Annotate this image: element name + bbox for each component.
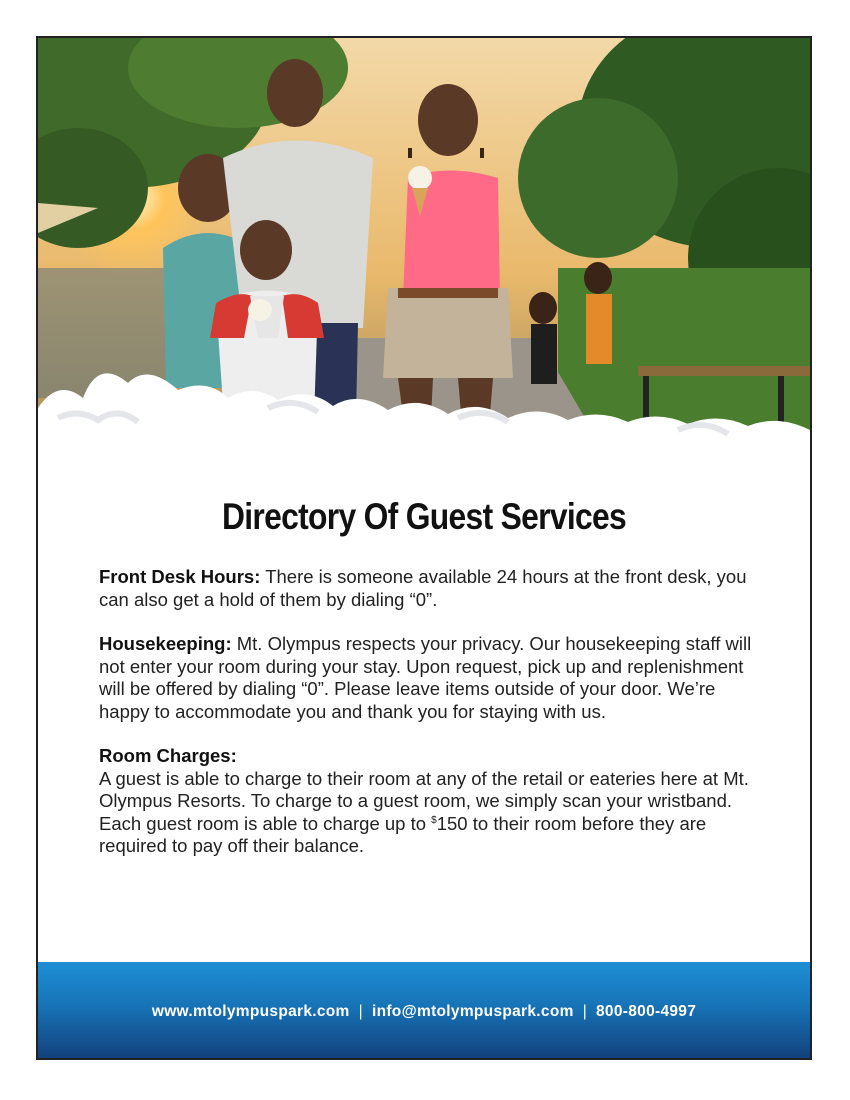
separator: | (358, 1003, 363, 1020)
email-link[interactable]: info@mtolympuspark.com (371, 1003, 574, 1020)
phone-number[interactable]: 800-800-4997 (596, 1003, 697, 1020)
page-title: Directory Of Guest Services (221, 496, 627, 537)
room-charges-text-after: to their room before they are required to pay off their balance. (99, 812, 707, 856)
family-photo-illustration (38, 38, 810, 508)
services-content (99, 566, 769, 880)
flyer-page (36, 36, 812, 1060)
front-desk-section (99, 566, 769, 611)
room-charges-section (99, 745, 769, 858)
separator: | (582, 1003, 588, 1020)
currency-symbol: $ (431, 814, 437, 826)
hero-photo (38, 38, 810, 508)
room-charges-text-before: A guest is able to charge to their room at any of the retail or eateries here at Mt. Olympus Resorts. To charge to a guest room, we simply scan your wristband. Each guest room is able to charge up to (99, 767, 749, 834)
front-desk-text: There is someone available 24 hours at the front desk, you can also get a hold of them by dialing “0”. (99, 566, 747, 610)
housekeeping-text: Mt. Olympus respects your privacy. Our housekeeping staff will not enter your room during your stay. Upon request, pick up and replenishment will be offered by dialing “0”. Please leave items outside of your door. We’re happy to accommodate you and thank you for staying with us. (99, 633, 752, 722)
contact-line (38, 1003, 810, 1021)
website-link[interactable]: www.mtolympuspark.com (151, 1003, 350, 1020)
charge-limit-amount: 150 (436, 812, 468, 834)
contact-footer (38, 962, 810, 1060)
front-desk-label: Front Desk Hours: (99, 566, 261, 587)
housekeeping-label: Housekeeping: (99, 633, 232, 654)
housekeeping-section (99, 633, 769, 723)
room-charges-label: Room Charges: (99, 745, 237, 766)
